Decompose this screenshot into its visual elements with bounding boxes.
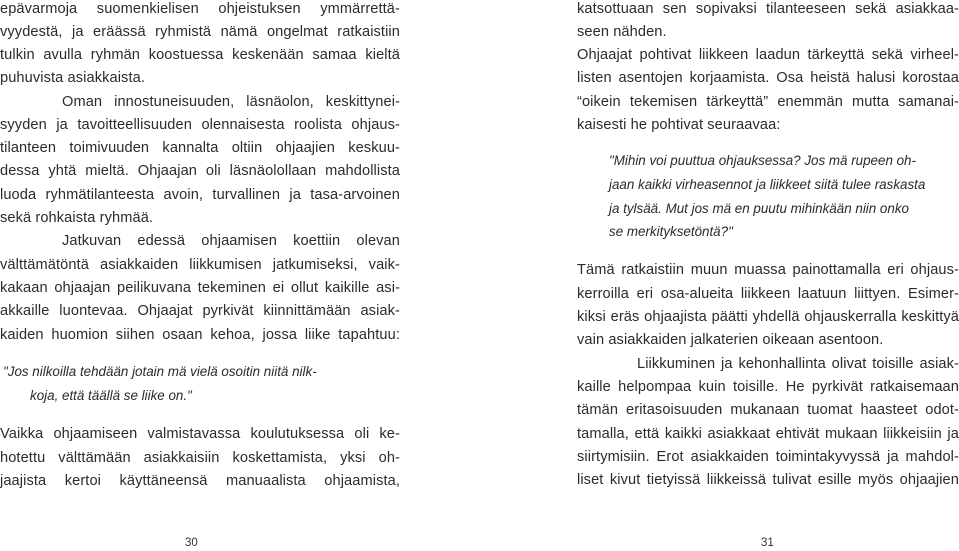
- text-line: sekä rohkaista ryhmää.: [0, 210, 154, 226]
- text-line: vyydestä, ja eräässä ryhmistä nämä ongelmat ratkaistiin: [0, 24, 400, 40]
- text-line: kerroilla eri osa-alueita liikkeen laatuun liittyen. Esimer-: [577, 286, 959, 302]
- text-line: kaisesti he pohtivat seuraavaa:: [577, 117, 781, 133]
- text-line: tämän eritasoisuuden mukanaan tuomat haasteet odot-: [577, 402, 959, 418]
- right-page: [577, 0, 959, 551]
- quote-line: ja tylsää. Mut jos mä en puutu mihinkään niin onko: [609, 201, 909, 216]
- text-line: Ohjaajat pohtivat liikkeen laadun tärkeyttä sekä virheel-: [577, 47, 959, 63]
- text-line: Jatkuvan edessä ohjaamisen koettiin olevan: [62, 233, 400, 249]
- text-line: tamalla, että kaikki asiakkaat ehtivät mukaan liikkeisiin ja: [577, 426, 959, 442]
- text-line: liset kivut tietyissä liikkeissä tulivat esille myös ohjaajien: [577, 472, 959, 488]
- text-line: akkaille luontevaa. Ohjaajat pyrkivät kiinnittämään asiak-: [0, 303, 400, 319]
- text-line: listen asentojen korjaamista. Osa heistä halusi korostaa: [577, 70, 959, 86]
- text-line: tulkin avulla ryhmän koostuessa keskenään samaa kieltä: [0, 47, 400, 63]
- text-line: kakaan ohjaajan peilikuvana tekeminen ei ollut kaikille asi-: [0, 280, 400, 296]
- quote-line: "Jos nilkoilla tehdään jotain mä vielä osoitin niitä nilk-: [3, 364, 317, 379]
- left-page: [0, 0, 400, 551]
- text-line: hotettu välttämään asiakkaisiin koskettamista, yksi oh-: [0, 450, 400, 466]
- text-line: Liikkuminen ja kehonhallinta olivat toisille asiak-: [637, 356, 959, 372]
- quote-line: "Mihin voi puuttua ohjauksessa? Jos mä rupeen oh-: [609, 153, 916, 168]
- text-line: syyden ja tavoitteellisuuden olennaisesta roolista ohjaus-: [0, 117, 400, 133]
- text-line: katsottuaan sen sopivaksi tilanteeseen sekä asiakkaa-: [577, 1, 959, 17]
- text-line: epävarmoja suomenkielisen ohjeistuksen ymmärrettä-: [0, 1, 400, 17]
- text-line: tilanteen toimivuuden kannalta oltiin ohjaajien keskuu-: [0, 140, 400, 156]
- text-line: Tämä ratkaistiin muun muassa painottamalla eri ohjaus-: [577, 262, 959, 278]
- quote-line: koja, että täällä se liike on.": [30, 388, 192, 403]
- text-line: seen nähden.: [577, 24, 667, 40]
- text-line: puhuvista asiakkaista.: [0, 70, 145, 86]
- text-line: kiksi eräs ohjaajista päätti yhdellä ohjauskerralla keskittyä: [577, 309, 959, 325]
- text-line: välttämätöntä asiakkaiden liikkumisen jatkumiseksi, vaik-: [0, 257, 400, 273]
- text-line: jaajista kertoi käyttäneensä manuaalista ohjaamista,: [0, 473, 400, 489]
- page-number: 30: [185, 537, 198, 549]
- text-line: Oman innostuneisuuden, läsnäolon, keskittynei-: [62, 94, 400, 110]
- quote-line: jaan kaikki virheasennot ja liikkeet siitä tulee raskasta: [609, 177, 926, 192]
- text-line: dessa yhtä mieltä. Ohjaajan oli läsnäolollaan mahdollista: [0, 163, 400, 179]
- text-line: luoda ryhmätilanteesta avoin, turvallinen ja tasa-arvoinen: [0, 187, 400, 203]
- text-line: Vaikka ohjaamiseen valmistavassa koulutuksessa oli ke-: [0, 426, 400, 442]
- text-line: vain asiakkaiden jalkaterien oikeaan asentoon.: [577, 332, 884, 348]
- text-line: kaille helpompaa kuin toisille. He pyrkivät ratkaisemaan: [577, 379, 959, 395]
- text-line: kaiden huomion siihen osaan kehoa, jossa liike tapahtuu:: [0, 327, 400, 343]
- text-line: siirtymisiin. Erot asiakkaiden toimintakyvyssä ja mahdol-: [577, 449, 959, 465]
- quote-line: se merkityksetöntä?": [609, 224, 733, 239]
- page-number: 31: [761, 537, 774, 549]
- text-line: “oikein tekemisen tärkeyttä” enemmän mutta samanai-: [577, 94, 959, 110]
